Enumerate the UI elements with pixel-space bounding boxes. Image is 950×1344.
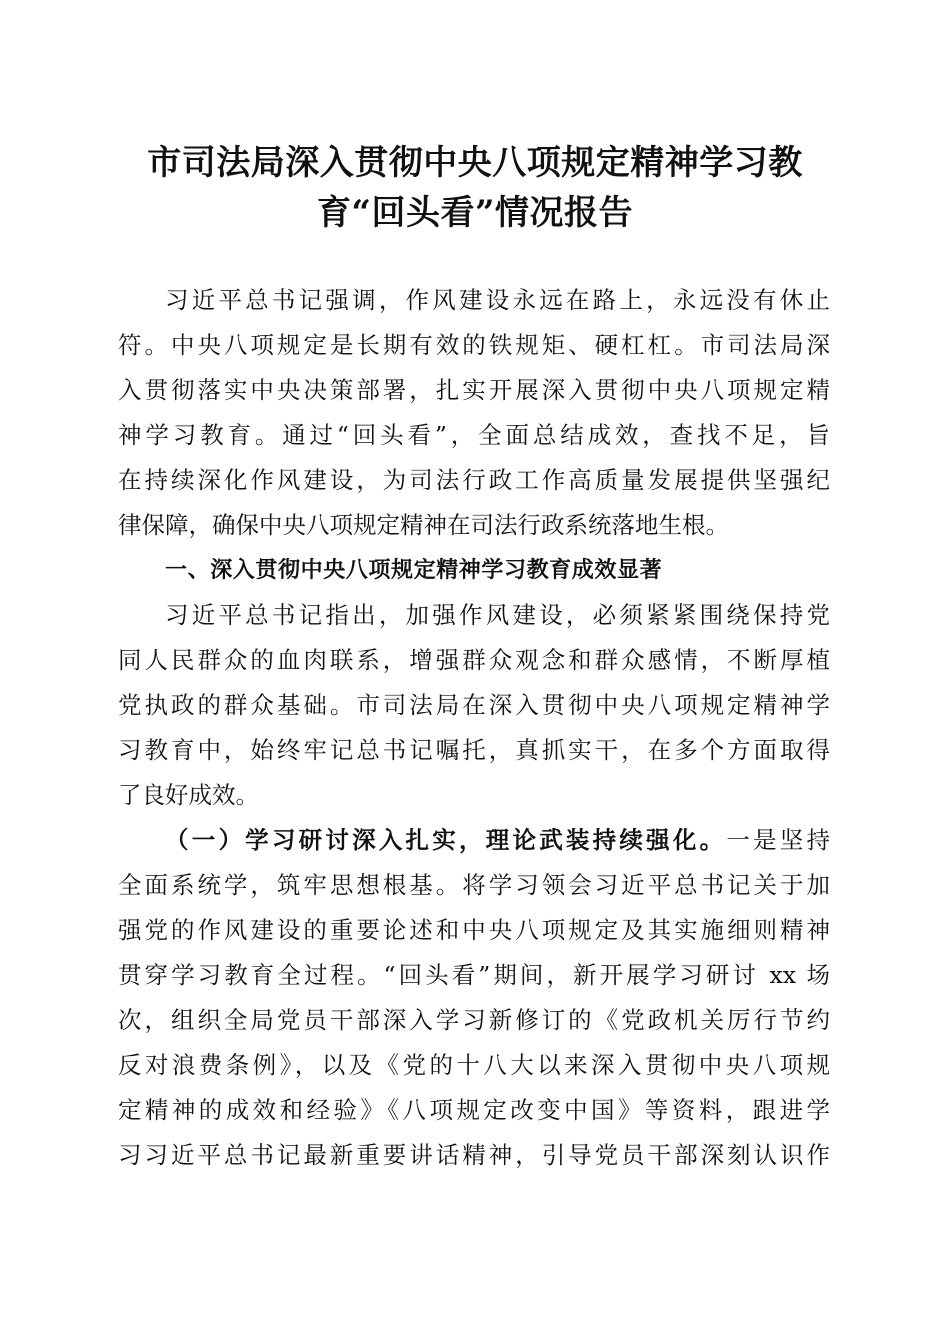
text-line: 贯穿学习教育全过程。“回头看”期间，新开展学习研讨 xx 场 xyxy=(118,961,830,989)
text-line: 定精神的成效和经验》《八项规定改变中国》等资料，跟进学 xyxy=(118,1096,830,1124)
text-line: 律保障，确保中央八项规定精神在司法行政系统落地生根。 xyxy=(118,511,729,539)
document-body xyxy=(118,278,830,1178)
document-title xyxy=(110,138,840,238)
text-line: 反对浪费条例》，以及《党的十八大以来深入贯彻中央八项规 xyxy=(118,1051,830,1079)
text-line: 习近平总书记指出，加强作风建设，必须紧紧围绕保持党 xyxy=(165,601,830,629)
text-line: 习近平总书记强调，作风建设永远在路上，永远没有休止 xyxy=(165,286,830,314)
section-paragraph xyxy=(118,593,830,818)
title-line: 育“回头看”情况报告 xyxy=(316,193,634,233)
intro-paragraph xyxy=(118,278,830,548)
text-fragment: 一是坚持 xyxy=(726,826,831,854)
subsection-paragraph xyxy=(118,818,830,1178)
text-line xyxy=(118,818,830,863)
text-line: 强党的作风建设的重要论述和中央八项规定及其实施细则精神 xyxy=(118,916,830,944)
text-line: 了良好成效。 xyxy=(118,781,259,809)
section-heading: 一、深入贯彻中央八项规定精神学习教育成效显著 xyxy=(165,558,663,583)
text-line: 习教育中，始终牢记总书记嘱托，真抓实干，在多个方面取得 xyxy=(118,736,830,764)
text-line: 同人民群众的血肉联系，增强群众观念和群众感情，不断厚植 xyxy=(118,646,830,674)
text-line: 次，组织全局党员干部深入学习新修订的《党政机关厉行节约 xyxy=(118,1006,830,1034)
text-line: 在持续深化作风建设，为司法行政工作高质量发展提供坚强纪 xyxy=(118,466,830,494)
text-line: 入贯彻落实中央决策部署，扎实开展深入贯彻中央八项规定精 xyxy=(118,376,830,404)
text-line: 习习近平总书记最新重要讲话精神，引导党员干部深刻认识作 xyxy=(118,1141,830,1169)
text-line: 符。中央八项规定是长期有效的铁规矩、硬杠杠。市司法局深 xyxy=(118,331,830,359)
text-line: 神学习教育。通过“回头看”，全面总结成效，查找不足，旨 xyxy=(118,421,830,449)
text-line: 全面系统学，筑牢思想根基。将学习领会习近平总书记关于加 xyxy=(118,871,830,899)
subsection-heading: （一）学习研讨深入扎实，理论武装持续强化。 xyxy=(165,826,727,854)
text-line: 党执政的群众基础。市司法局在深入贯彻中央八项规定精神学 xyxy=(118,691,830,719)
title-line: 市司法局深入贯彻中央八项规定精神学习教 xyxy=(147,143,803,183)
